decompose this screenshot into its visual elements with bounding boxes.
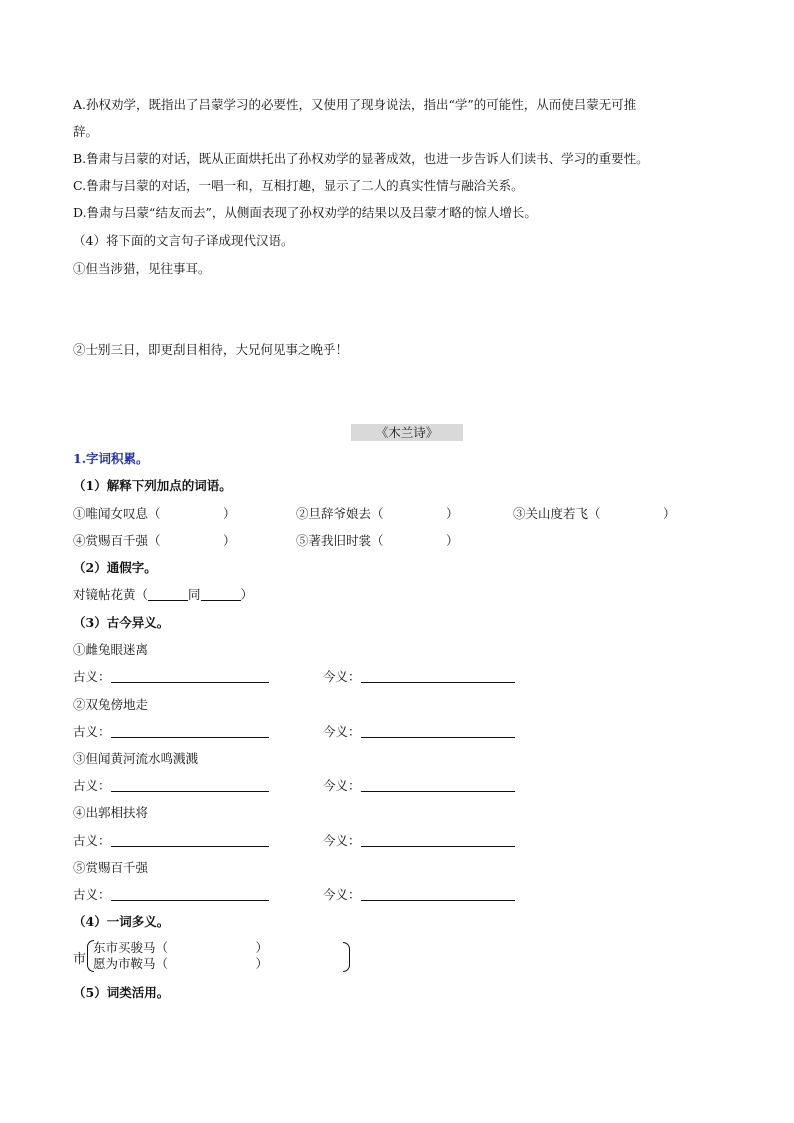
ancient-blank[interactable] [111,887,269,901]
modern-blank[interactable] [361,778,515,792]
ancient-label: 古义： [73,724,111,739]
tongjia-line [73,587,253,603]
option-b: B.鲁肃与吕蒙的对话，既从正面烘托出了孙权劝学的显著成效，也进一步告诉人们读书、学习的重要性。 [73,151,649,166]
gujin-item-2: ②双兔傍地走 [73,697,149,712]
right-brace [343,942,350,972]
gujin-row-3 [73,778,269,794]
ancient-label: 古义： [73,887,111,902]
option-a-line2: 辞。 [73,124,99,139]
modern-blank[interactable] [361,833,515,847]
section-title: 《木兰诗》 [351,424,463,441]
gujin-item-5: ⑤赏赐百千强 [73,860,149,875]
part1-item-3: ③关山度若飞（ ） [513,506,676,521]
gujin-row-3-modern [323,778,515,794]
part2-title: （2）通假字。 [73,560,157,575]
tongjia-blank-1[interactable] [148,587,188,601]
gujin-item-1: ①雌兔眼迷离 [73,642,149,657]
gujin-row-4 [73,833,269,849]
option-c: C.鲁肃与吕蒙的对话，一唱一和，互相打趣，显示了二人的真实性情与融洽关系。 [73,178,524,193]
part3-title: （3）古今异义。 [73,615,170,630]
modern-label: 今义： [323,778,361,793]
tongjia-blank-2[interactable] [201,587,241,601]
modern-blank[interactable] [361,724,515,738]
heading-vocabulary: 1.字词积累。 [73,451,149,466]
option-a-line1: A.孙权劝学，既指出了吕蒙学习的必要性，又使用了现身说法，指出“学”的可能性，从而使吕蒙无可推 [73,97,637,112]
translate-sentence-2: ②士别三日，即更刮目相待，大兄何见事之晚乎！ [73,342,349,357]
polysemy-word: 市 [73,952,87,967]
ancient-blank[interactable] [111,669,269,683]
gujin-row-5 [73,887,269,903]
translate-prompt: （4）将下面的文言句子译成现代汉语。 [73,233,294,248]
gujin-row-2 [73,724,269,740]
polysemy-line-2: 愿为市鞍马（ ） [93,956,269,971]
modern-label: 今义： [323,669,361,684]
ancient-label: 古义： [73,778,111,793]
ancient-label: 古义： [73,669,111,684]
tongjia-suffix: ） [240,587,254,602]
gujin-row-4-modern [323,833,515,849]
ancient-blank[interactable] [111,778,269,792]
gujin-row-5-modern [323,887,515,903]
tongjia-mid: 同 [188,587,201,602]
ancient-blank[interactable] [111,724,269,738]
part1-item-5: ⑤著我旧时裳（ ） [296,533,459,548]
gujin-item-3: ③但闻黄河流水鸣溅溅 [73,751,199,766]
part4-title: （4）一词多义。 [73,914,170,929]
gujin-row-1-modern [323,669,515,685]
modern-label: 今义： [323,887,361,902]
gujin-item-4: ④出郭相扶将 [73,805,149,820]
modern-label: 今义： [323,724,361,739]
ancient-blank[interactable] [111,833,269,847]
part1-item-1: ①唯闻女叹息（ ） [73,506,236,521]
polysemy-line-1: 东市买骏马（ ） [93,940,269,955]
part1-item-4: ④赏赐百千强（ ） [73,533,236,548]
gujin-row-1 [73,669,269,685]
gujin-row-2-modern [323,724,515,740]
ancient-label: 古义： [73,833,111,848]
modern-blank[interactable] [361,887,515,901]
part5-title: （5）词类活用。 [73,985,170,1000]
part1-item-2: ②旦辞爷娘去（ ） [296,506,459,521]
option-d: D.鲁肃与吕蒙“结友而去”，从侧面表现了孙权劝学的结果以及吕蒙才略的惊人增长。 [73,205,537,220]
part1-title: （1）解释下列加点的词语。 [73,478,232,493]
modern-blank[interactable] [361,669,515,683]
translate-sentence-1: ①但当涉猎，见往事耳。 [73,261,211,276]
tongjia-prefix: 对镜帖花黄（ [73,587,149,602]
modern-label: 今义： [323,833,361,848]
